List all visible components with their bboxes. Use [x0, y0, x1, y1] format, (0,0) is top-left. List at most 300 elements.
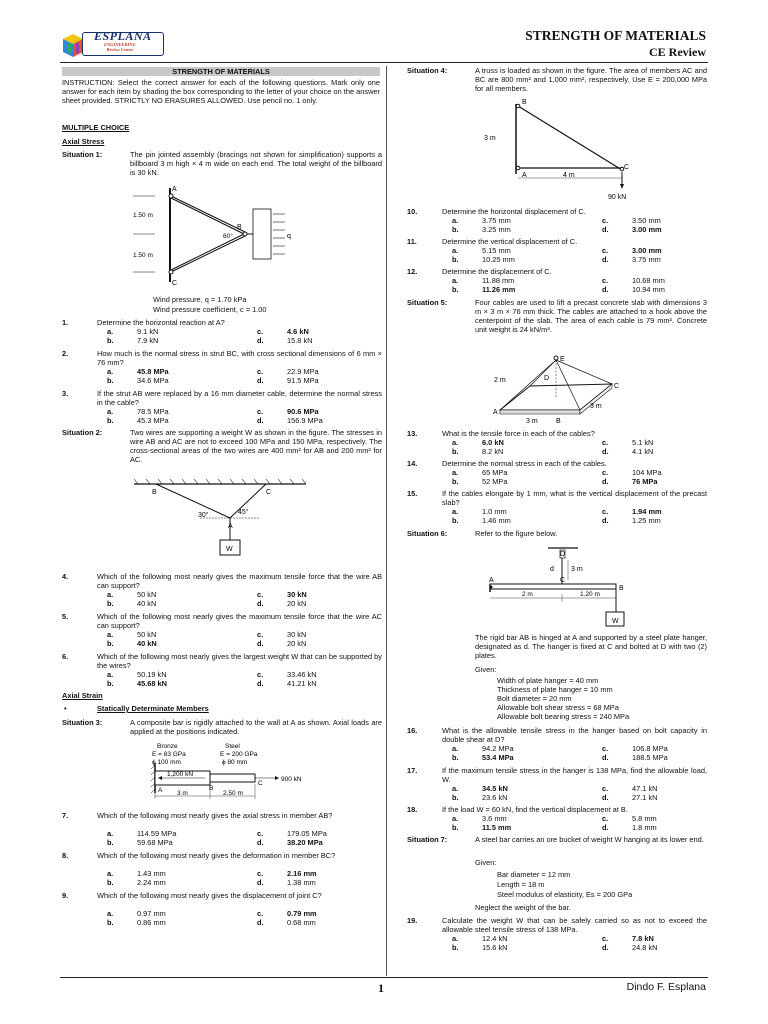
question-text: If the maximum tensile stress in the hanger is 138 MPa, find the allowable load, W. — [442, 766, 707, 784]
situation-text: Four cables are used to lift a precast concrete slab with dimensions 3 m × 3 m × 76 mm thick. The cables are attached to a hook above the centerpoint of the slab. The area of each cable is 79 mm². Concrete unit weight is 24 kN/m³. — [475, 298, 707, 334]
option-value: 3.6 mm — [482, 814, 507, 823]
option-value: 91.5 MPa — [287, 376, 319, 385]
option-letter: d. — [257, 599, 264, 608]
option-letter: d. — [257, 679, 264, 688]
option-value: 4.1 kN — [632, 447, 654, 456]
question-text: Calculate the weight W that can be safely carried so as not to exceed the allowable steel tensile stress of 138 MPa. — [442, 916, 707, 934]
point-a-label: A — [158, 787, 163, 794]
option-letter: c. — [602, 814, 609, 823]
option-value: 22.9 MPa — [287, 367, 319, 376]
esplana-logo — [60, 28, 164, 62]
option-value: 1.8 mm — [632, 823, 657, 832]
answer-options — [107, 591, 382, 609]
question-text: What is the allowable tensile stress in the hanger based on bolt capacity in double shear at D? — [442, 726, 707, 744]
question-number: 5. — [62, 612, 69, 621]
height-label: 2 m — [494, 377, 506, 384]
answer-options — [107, 368, 382, 386]
option-letter: a. — [107, 829, 114, 838]
wind-q-label: q — [287, 233, 291, 240]
point-e-label: E — [560, 356, 565, 363]
option-letter: c. — [257, 670, 264, 679]
answer-options — [107, 830, 382, 848]
option-letter: c. — [257, 829, 264, 838]
point-b-label: B — [556, 418, 561, 425]
length-label: 2 m — [522, 591, 533, 598]
bronze-diameter: ϕ 100 mm — [152, 759, 181, 766]
option-letter: b. — [107, 639, 114, 648]
option-value: 179.05 MPa — [287, 829, 327, 838]
axial-strain-heading: Axial Strain — [62, 691, 103, 700]
option-letter: b. — [452, 823, 459, 832]
option-letter: a. — [452, 934, 459, 943]
answer-options — [452, 277, 727, 295]
point-b-label: B — [619, 585, 624, 592]
header-rule — [60, 62, 708, 63]
option-letter: c. — [602, 744, 609, 753]
option-letter: b. — [452, 285, 459, 294]
point-a-label: A — [493, 409, 498, 416]
answer-options — [107, 910, 382, 928]
option-value: 114.59 MPa — [137, 829, 177, 838]
given-item: Width of plate hanger = 40 mm — [497, 676, 599, 685]
joint-a-label: A — [172, 186, 177, 193]
option-value: 3.50 mm — [632, 216, 661, 225]
angle-30-label: 30° — [198, 512, 209, 519]
angle-45-label: 45° — [238, 509, 249, 516]
point-a-label: A — [228, 523, 233, 530]
option-letter: a. — [107, 630, 114, 639]
question-text: Determine the normal stress in each of the cables. — [442, 459, 607, 468]
option-letter: c. — [602, 438, 609, 447]
situation-text: The pin jointed assembly (bracings not shown for simplification) supports a billboard 3 m high × 4 m wide on each end. The total weight of the billboard is 30 kN. — [130, 150, 382, 177]
situation-text: Two wires are supporting a weight W as shown in the figure. The stresses in wire AB and AC are not to exceed 100 MPa and 150 MPa, respectively. The cross-sectional areas of the two wires are 400 mm² for AB and 200 mm² for AC. — [130, 428, 382, 464]
given-item: Steel modulus of elasticity, Es = 200 GPa — [497, 890, 633, 899]
situation-label: Situation 5: — [407, 298, 448, 307]
option-letter: b. — [452, 516, 459, 525]
option-value: 0.79 mm — [287, 909, 317, 918]
option-letter: a. — [452, 216, 459, 225]
wind-coefficient: Wind pressure coefficient, c = 1.00 — [153, 305, 267, 314]
answer-options — [107, 631, 382, 649]
option-letter: a. — [107, 367, 114, 376]
answer-options — [452, 439, 727, 457]
option-value: 1.43 mm — [137, 869, 166, 878]
option-letter: a. — [452, 246, 459, 255]
option-value: 34.5 kN — [482, 784, 508, 793]
option-value: 188.5 MPa — [632, 753, 668, 762]
question-text: Which of the following most nearly gives the deformation in member BC? — [97, 851, 336, 860]
section-title: STRENGTH OF MATERIALS — [62, 67, 380, 76]
point-b-label: B — [152, 489, 157, 496]
option-letter: c. — [602, 276, 609, 285]
question-number: 2. — [62, 349, 69, 358]
multiple-choice-heading: MULTIPLE CHOICE — [62, 123, 130, 132]
option-value: 30 kN — [287, 630, 307, 639]
instruction-text: INSTRUCTION: Select the correct answer for each of the following questions. Mark only one answer for each item by shading the box corresponding to the letter of your choice on the answer sheet provided. STRICTLY NO ERASURES ALLOWED. Use pencil no. 1 only. — [62, 78, 380, 105]
steel-diameter: ϕ 80 mm — [222, 759, 248, 766]
option-letter: d. — [602, 823, 609, 832]
option-value: 5.1 kN — [632, 438, 654, 447]
option-letter: a. — [107, 327, 114, 336]
answer-options — [452, 785, 727, 803]
question-number: 15. — [407, 489, 418, 498]
statically-determinate-heading: Statically Determinate Members — [97, 704, 209, 713]
question-number: 1. — [62, 318, 69, 327]
axial-stress-heading: Axial Stress — [62, 137, 105, 146]
option-letter: b. — [452, 255, 459, 264]
question-number: 8. — [62, 851, 69, 860]
option-letter: b. — [107, 679, 114, 688]
option-value: 20 kN — [287, 599, 307, 608]
given-item: Length = 18 m — [497, 880, 545, 889]
option-value: 1.46 mm — [482, 516, 511, 525]
option-letter: c. — [602, 784, 609, 793]
option-value: 11.26 mm — [482, 285, 516, 294]
angle-label: 60° — [223, 233, 233, 240]
given-item: Bolt diameter = 20 mm — [497, 694, 572, 703]
option-letter: b. — [452, 447, 459, 456]
option-letter: c. — [602, 468, 609, 477]
footer-rule — [60, 977, 708, 978]
option-letter: d. — [602, 477, 609, 486]
option-value: 1.38 mm — [287, 878, 316, 887]
question-number: 19. — [407, 916, 418, 925]
option-value: 50 kN — [137, 630, 157, 639]
point-d-label: D — [544, 375, 550, 382]
neglect-note: Neglect the weight of the bar. — [475, 903, 571, 912]
option-letter: c. — [257, 590, 264, 599]
option-value: 78.5 MPa — [137, 407, 169, 416]
bronze-modulus: E = 83 GPa — [152, 751, 186, 758]
option-value: 8.2 kN — [482, 447, 504, 456]
option-letter: c. — [602, 246, 609, 255]
page-number: 1 — [378, 981, 384, 995]
option-value: 33.46 kN — [287, 670, 317, 679]
load-label: 90 kN — [608, 194, 627, 201]
question-text: Determine the vertical displacement of C. — [442, 237, 578, 246]
joint-c-label: C — [624, 164, 630, 171]
option-letter: c. — [602, 934, 609, 943]
question-text: Determine the horizontal displacement of C. — [442, 207, 586, 216]
width-label: 4 m — [563, 172, 575, 179]
given-item: Bar diameter = 12 mm — [497, 870, 571, 879]
point-b-label: B — [209, 785, 214, 792]
option-value: 9.1 kN — [137, 327, 159, 336]
answer-options — [452, 469, 727, 487]
point-c-label: C — [560, 577, 566, 584]
question-text: If the strut AB were replaced by a 16 mm diameter cable, determine the normal stress in the cable? — [97, 389, 382, 407]
load-label: 900 kN — [281, 776, 302, 783]
option-value: 10.25 mm — [482, 255, 515, 264]
option-value: 90.6 MPa — [287, 407, 319, 416]
option-letter: c. — [257, 327, 264, 336]
option-value: 52 MPa — [482, 477, 508, 486]
option-letter: b. — [452, 943, 459, 952]
option-letter: d. — [602, 943, 609, 952]
option-value: 24.8 kN — [632, 943, 658, 952]
option-letter: a. — [452, 784, 459, 793]
weight-w-label: W — [226, 546, 233, 553]
rigid-bar-hanger-figure — [482, 546, 632, 630]
option-letter: a. — [107, 909, 114, 918]
billboard-truss-figure — [125, 184, 305, 290]
joint-c-label: C — [172, 280, 178, 287]
point-d-label: D — [560, 551, 566, 558]
bronze-label: Bronze — [157, 743, 178, 750]
option-letter: a. — [452, 438, 459, 447]
joint-a-label: A — [522, 172, 527, 179]
option-value: 0.97 mm — [137, 909, 166, 918]
situation-text: A truss is loaded as shown in the figure. The area of members AC and BC are 800 mm² and 1,000 mm², respectively. Use E = 200,000 MPa for all members. — [475, 66, 707, 93]
situation-label: Situation 1: — [62, 150, 103, 159]
answer-options — [107, 870, 382, 888]
question-text: Determine the displacement of C. — [442, 267, 552, 276]
option-value: 30 kN — [287, 590, 307, 599]
option-value: 3.00 mm — [632, 225, 662, 234]
option-letter: a. — [452, 468, 459, 477]
joint-b-label: B — [237, 224, 242, 231]
column-divider — [386, 66, 387, 976]
question-number: 18. — [407, 805, 418, 814]
truss-figure — [480, 96, 640, 202]
point-c-label: C — [258, 780, 263, 787]
option-letter: c. — [257, 367, 264, 376]
option-value: 4.6 kN — [287, 327, 309, 336]
question-number: 17. — [407, 766, 418, 775]
answer-options — [452, 745, 727, 763]
question-number: 12. — [407, 267, 418, 276]
option-value: 7.8 kN — [632, 934, 654, 943]
option-letter: d. — [257, 918, 264, 927]
option-value: 156.9 MPa — [287, 416, 323, 425]
option-value: 23.6 kN — [482, 793, 508, 802]
option-value: 3.75 mm — [632, 255, 661, 264]
situation-6-description: The rigid bar AB is hinged at A and supported by a steel plate hanger, designated as d. The hanger is fixed at C and bolted at D with two (2) plates. — [475, 633, 707, 660]
point-a-label: A — [489, 577, 494, 584]
author-name: Dindo F. Esplana — [626, 981, 706, 993]
two-wire-figure — [130, 478, 310, 566]
situation-label: Situation 6: — [407, 529, 448, 538]
option-value: 11.88 mm — [482, 276, 515, 285]
option-value: 0.86 mm — [137, 918, 166, 927]
answer-options — [107, 328, 382, 346]
question-number: 10. — [407, 207, 418, 216]
option-value: 65 MPa — [482, 468, 508, 477]
option-letter: d. — [257, 878, 264, 887]
option-value: 3.25 mm — [482, 225, 511, 234]
question-number: 16. — [407, 726, 418, 735]
given-label: Given: — [475, 858, 497, 867]
given-item: Allowable bolt bearing stress = 240 MPa — [497, 712, 630, 721]
question-text: What is the tensile force in each of the cables? — [442, 429, 595, 438]
option-value: 0.68 mm — [287, 918, 316, 927]
question-number: 7. — [62, 811, 69, 820]
option-letter: c. — [257, 630, 264, 639]
situation-label: Situation 2: — [62, 428, 103, 437]
option-letter: b. — [107, 918, 114, 927]
option-letter: b. — [452, 793, 459, 802]
question-number: 6. — [62, 652, 69, 661]
question-text: How much is the normal stress in strut BC, with cross sectional dimensions of 6 mm × 76 mm? — [97, 349, 382, 367]
option-letter: b. — [107, 376, 114, 385]
option-letter: d. — [257, 639, 264, 648]
option-letter: d. — [602, 793, 609, 802]
answer-options — [107, 408, 382, 426]
option-value: 41.21 kN — [287, 679, 317, 688]
option-value: 6.0 kN — [482, 438, 504, 447]
dim-label: 1.50 m — [133, 212, 153, 219]
question-text: If the load W = 60 kN, find the vertical displacement at B. — [442, 805, 628, 814]
width-label: 3 m — [526, 418, 538, 425]
question-text: Which of the following most nearly gives the axial stress in member AB? — [97, 811, 333, 820]
option-value: 40 kN — [137, 599, 157, 608]
option-value: 12.4 kN — [482, 934, 508, 943]
option-letter: d. — [257, 416, 264, 425]
option-value: 38.20 MPa — [287, 838, 323, 847]
option-letter: a. — [452, 276, 459, 285]
situation-label: Situation 7: — [407, 835, 448, 844]
option-letter: c. — [602, 507, 609, 516]
option-value: 3.00 mm — [632, 246, 662, 255]
option-letter: d. — [602, 447, 609, 456]
option-letter: b. — [452, 477, 459, 486]
option-value: 45.8 MPa — [137, 367, 169, 376]
question-text: Which of the following most nearly gives the largest weight W that can be supported by the wires? — [97, 652, 382, 670]
option-value: 11.5 mm — [482, 823, 512, 832]
option-value: 7.9 kN — [137, 336, 159, 345]
option-letter: b. — [107, 838, 114, 847]
option-letter: d. — [602, 753, 609, 762]
situation-text: A steel bar carries an ore bucket of weight W hanging at its lower end. — [475, 835, 704, 844]
option-value: 5.15 mm — [482, 246, 511, 255]
option-letter: a. — [107, 407, 114, 416]
question-text: Which of the following most nearly gives the maximum tensile force that the wire AB can support? — [97, 572, 382, 590]
weight-w-label: W — [612, 618, 619, 625]
answer-options — [452, 815, 727, 833]
precast-slab-figure — [490, 352, 630, 426]
steel-modulus: E = 200 GPa — [220, 751, 258, 758]
option-value: 76 MPa — [632, 477, 658, 486]
option-value: 15.6 kN — [482, 943, 508, 952]
option-letter: a. — [452, 507, 459, 516]
option-value: 45.3 MPa — [137, 416, 169, 425]
option-letter: d. — [602, 255, 609, 264]
option-letter: d. — [602, 285, 609, 294]
option-value: 10.68 mm — [632, 276, 665, 285]
answer-options — [452, 247, 727, 265]
option-value: 50 kN — [137, 590, 157, 599]
option-value: 2.16 mm — [287, 869, 317, 878]
option-letter: b. — [452, 753, 459, 762]
option-letter: b. — [452, 225, 459, 234]
option-value: 1.25 mm — [632, 516, 661, 525]
option-letter: a. — [107, 670, 114, 679]
option-letter: c. — [257, 407, 264, 416]
load-label: 1,200 kN — [167, 771, 194, 778]
steel-label: Steel — [225, 743, 240, 750]
option-value: 59.68 MPa — [137, 838, 173, 847]
situation-text: A composite bar is rigidly attached to the wall at A as shown. Axial loads are applied at the positions indicated. — [130, 718, 382, 736]
depth-label: 3 m — [590, 403, 602, 410]
answer-options — [452, 508, 727, 526]
given-item: Thickness of plate hanger = 10 mm — [497, 685, 613, 694]
dim-label: 1.50 m — [133, 252, 153, 259]
option-letter: a. — [452, 814, 459, 823]
situation-label: Situation 4: — [407, 66, 448, 75]
height-label: 3 m — [571, 566, 583, 573]
logo-subtitle: ENGINEERING Review Center — [104, 42, 136, 52]
situation-label: Situation 3: — [62, 718, 103, 727]
question-text: Which of the following most nearly gives the maximum tensile force that the wire AC can support? — [97, 612, 382, 630]
option-letter: c. — [602, 216, 609, 225]
situation-text: Refer to the figure below. — [475, 529, 558, 538]
joint-b-label: B — [522, 99, 527, 106]
answer-options — [452, 217, 727, 235]
option-value: 1.94 mm — [632, 507, 662, 516]
option-value: 1.0 mm — [482, 507, 507, 516]
given-item: Allowable bolt shear stress = 68 MPa — [497, 703, 619, 712]
option-value: 15.8 kN — [287, 336, 313, 345]
option-letter: d. — [257, 336, 264, 345]
question-number: 13. — [407, 429, 418, 438]
option-value: 10.94 mm — [632, 285, 665, 294]
option-value: 2.24 mm — [137, 878, 166, 887]
option-value: 3.75 mm — [482, 216, 511, 225]
composite-bar-figure — [125, 741, 325, 803]
point-c-label: C — [266, 489, 272, 496]
option-letter: a. — [107, 590, 114, 599]
page-subtitle: CE Review — [649, 45, 706, 59]
question-number: 4. — [62, 572, 69, 581]
option-value: 50.19 kN — [137, 670, 167, 679]
option-value: 94.2 MPa — [482, 744, 514, 753]
option-value: 34.6 MPa — [137, 376, 169, 385]
option-letter: d. — [257, 838, 264, 847]
option-value: 47.1 kN — [632, 784, 658, 793]
option-letter: d. — [257, 376, 264, 385]
length-label: 2.50 m — [223, 790, 243, 797]
wind-pressure: Wind pressure, q = 1.70 kPa — [153, 295, 247, 304]
option-value: 20 kN — [287, 639, 307, 648]
question-text: Which of the following most nearly gives the displacement of joint C? — [97, 891, 322, 900]
length-label: 1.20 m — [580, 591, 600, 598]
question-number: 11. — [407, 237, 417, 246]
option-value: 27.1 kN — [632, 793, 658, 802]
question-text: Determine the horizontal reaction at A? — [97, 318, 225, 327]
question-number: 9. — [62, 891, 69, 900]
option-letter: a. — [452, 744, 459, 753]
point-c-label: C — [614, 383, 620, 390]
option-value: 106.8 MPa — [632, 744, 668, 753]
option-letter: a. — [107, 869, 114, 878]
answer-options — [452, 935, 727, 953]
question-number: 3. — [62, 389, 69, 398]
option-letter: b. — [107, 336, 114, 345]
logo-wordmark: ESPLANA — [94, 29, 152, 43]
option-letter: d. — [602, 516, 609, 525]
option-letter: c. — [257, 909, 264, 918]
height-label: 3 m — [484, 135, 496, 142]
option-value: 45.68 kN — [137, 679, 167, 688]
option-value: 53.4 MPa — [482, 753, 514, 762]
question-text: If the cables elongate by 1 mm, what is the vertical displacement of the precast slab? — [442, 489, 707, 507]
option-letter: c. — [257, 869, 264, 878]
answer-options — [107, 671, 382, 689]
option-value: 40 kN — [137, 639, 157, 648]
option-letter: d. — [602, 225, 609, 234]
given-label: Given: — [475, 665, 497, 674]
option-value: 5.8 mm — [632, 814, 657, 823]
